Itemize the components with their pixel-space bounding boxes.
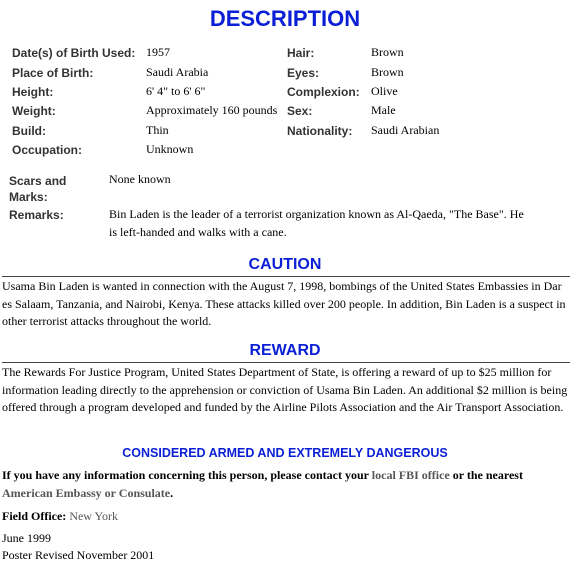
description-heading: DESCRIPTION (209, 6, 361, 31)
hair-label: Hair: (287, 46, 315, 60)
sex-value: Male (371, 103, 396, 117)
sex-label: Sex: (287, 104, 313, 118)
contact-suffix: . (170, 485, 174, 500)
occupation-label: Occupation: (12, 143, 83, 157)
caution-text: Usama Bin Laden is wanted in connection with the August 7, 1998, bombings of the United States Embassies in Dar es Salaam, Tanzania, and Nairobi, Kenya. These attacks killed over 200 people. In addition, Bin Laden is a suspect in other terrorist attacks throughout the world. (2, 279, 566, 328)
reward-heading: REWARD (249, 342, 321, 359)
scars-label-line2: Marks: (9, 190, 48, 204)
dob-label: Date(s) of Birth Used: (12, 46, 136, 60)
armed-dangerous-warning: CONSIDERED ARMED AND EXTREMELY DANGEROUS (122, 446, 448, 460)
eyes-value: Brown (371, 65, 404, 79)
dob-value: 1957 (146, 45, 170, 59)
hair-value: Brown (371, 45, 404, 59)
eyes-label: Eyes: (287, 66, 320, 80)
complexion-label: Complexion: (287, 85, 360, 99)
build-value: Thin (146, 123, 169, 137)
contact-prefix: If you have any information concerning this person, please contact your (2, 468, 372, 482)
remarks-value: Bin Laden is the leader of a terrorist organization known as Al-Qaeda, "The Base". He is left-handed and walks with a cane. (109, 207, 524, 239)
field-office-line (2, 509, 118, 524)
nationality-value: Saudi Arabian (371, 123, 440, 137)
reward-divider (2, 362, 570, 363)
field-office-label: Field Office: (2, 509, 67, 523)
occupation-value: Unknown (146, 142, 194, 156)
build-label: Build: (12, 124, 46, 138)
embassy-consulate-link[interactable]: American Embassy or Consulate (2, 485, 171, 500)
remarks-label: Remarks: (9, 208, 64, 222)
local-fbi-office-link[interactable]: local FBI office (371, 468, 450, 482)
weight-label: Weight: (12, 104, 56, 118)
complexion-value: Olive (371, 84, 398, 98)
scars-label-line1: Scars and (9, 174, 67, 188)
scars-label (9, 173, 66, 205)
contact-middle: or the nearest (449, 468, 523, 482)
scars-value: None known (109, 172, 171, 186)
issue-date: June 1999 (2, 531, 51, 545)
nationality-label: Nationality: (287, 124, 353, 138)
place-of-birth-value: Saudi Arabia (146, 65, 209, 79)
weight-value: Approximately 160 pounds (146, 103, 278, 117)
height-label: Height: (12, 85, 54, 99)
height-value: 6' 4" to 6' 6" (146, 84, 206, 98)
caution-divider (2, 276, 570, 277)
contact-paragraph (2, 467, 568, 502)
place-of-birth-label: Place of Birth: (12, 66, 94, 80)
caution-heading: CAUTION (248, 256, 322, 273)
field-office-link[interactable]: New York (69, 509, 118, 523)
reward-text: The Rewards For Justice Program, United States Department of State, is offering a reward of up to $25 million for information leading directly to the apprehension or conviction of Usama Bin Laden. An additional $2 million is being offered through a program developed and funded by the Airline Pilots Association and the Air Transport Association. (2, 365, 568, 414)
revision-date: Poster Revised November 2001 (2, 548, 155, 562)
